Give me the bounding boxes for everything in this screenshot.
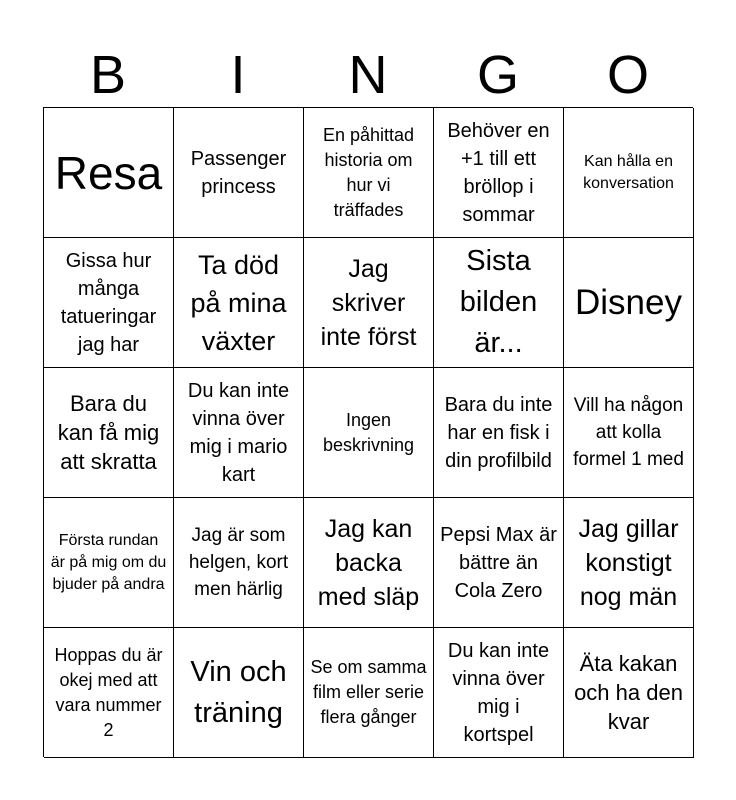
bingo-grid [43, 107, 693, 757]
cell-text: Äta kakan och ha den kvar [574, 651, 683, 734]
bingo-cell-r4c2[interactable] [174, 498, 304, 628]
bingo-header [43, 44, 693, 106]
bingo-cell-r3c1[interactable] [44, 368, 174, 498]
bingo-cell-r3c2[interactable] [174, 368, 304, 498]
cell-text: Behöver en +1 till ett bröllop i sommar [447, 119, 550, 226]
bingo-cell-r4c5[interactable] [564, 498, 694, 628]
cell-text: Jag gillar konstigt nog män [578, 514, 679, 611]
bingo-cell-r5c5[interactable] [564, 628, 694, 758]
cell-text: Första rundan är på mig om du bjuder på andra [50, 531, 167, 593]
cell-text: Kan hålla en konversation [583, 152, 674, 192]
header-letter-i: I [230, 45, 246, 105]
cell-text: En påhittad historia om hur vi träffades [322, 124, 415, 220]
cell-text: Ta död på mina växter [190, 249, 287, 356]
cell-text: Du kan inte vinna över mig i kortspel [447, 639, 550, 746]
header-letter-b: B [89, 45, 127, 105]
bingo-cell-r2c3[interactable] [304, 238, 434, 368]
cell-text: Hoppas du är okej med att vara nummer 2 [54, 644, 163, 740]
cell-text: Bara du kan få mig att skratta [57, 391, 160, 474]
bingo-cell-r3c5[interactable] [564, 368, 694, 498]
cell-text: Du kan inte vinna över mig i mario kart [187, 379, 290, 486]
bingo-cell-r4c4[interactable] [434, 498, 564, 628]
cell-text: Gissa hur många tatueringar jag har [60, 249, 157, 356]
cell-text: Sista bilden är... [459, 245, 538, 359]
bingo-cell-r2c1[interactable] [44, 238, 174, 368]
cell-text: Passenger princess [190, 147, 287, 198]
bingo-cell-r2c4[interactable] [434, 238, 564, 368]
bingo-cell-r5c2[interactable] [174, 628, 304, 758]
cell-text: Vin och träning [190, 655, 287, 729]
cell-text: Disney [575, 282, 682, 322]
bingo-cell-r5c4[interactable] [434, 628, 564, 758]
bingo-cell-r5c1[interactable] [44, 628, 174, 758]
bingo-cell-r2c2[interactable] [174, 238, 304, 368]
bingo-cell-r3c3[interactable] [304, 368, 434, 498]
bingo-cell-r4c3[interactable] [304, 498, 434, 628]
bingo-cell-r4c1[interactable] [44, 498, 174, 628]
cell-text: Ingen beskrivning [322, 409, 415, 455]
bingo-cell-r5c3[interactable] [304, 628, 434, 758]
bingo-cell-r2c5[interactable] [564, 238, 694, 368]
header-letter-o: O [606, 45, 649, 105]
cell-text: Bara du inte har en fisk i din profilbild [444, 393, 553, 472]
bingo-cell-r1c3[interactable] [304, 108, 434, 238]
cell-text: Jag skriver inte först [320, 254, 417, 351]
cell-text: Se om samma film eller serie flera gånger [310, 657, 427, 727]
bingo-cell-r1c2[interactable] [174, 108, 304, 238]
header-letter-g: G [476, 45, 519, 105]
bingo-cell-r1c1[interactable] [44, 108, 174, 238]
cell-text: Jag är som helgen, kort men härlig [188, 525, 289, 600]
cell-text: Jag kan backa med släp [317, 514, 420, 611]
bingo-cell-r1c4[interactable] [434, 108, 564, 238]
bingo-cell-r1c5[interactable] [564, 108, 694, 238]
cell-text: Resa [54, 146, 163, 199]
header-letter-n: N [348, 45, 388, 105]
cell-text: Pepsi Max är bättre än Cola Zero [440, 523, 557, 602]
bingo-cell-r3c4[interactable] [434, 368, 564, 498]
cell-text: Vill ha någon att kolla formel 1 med [573, 395, 684, 470]
